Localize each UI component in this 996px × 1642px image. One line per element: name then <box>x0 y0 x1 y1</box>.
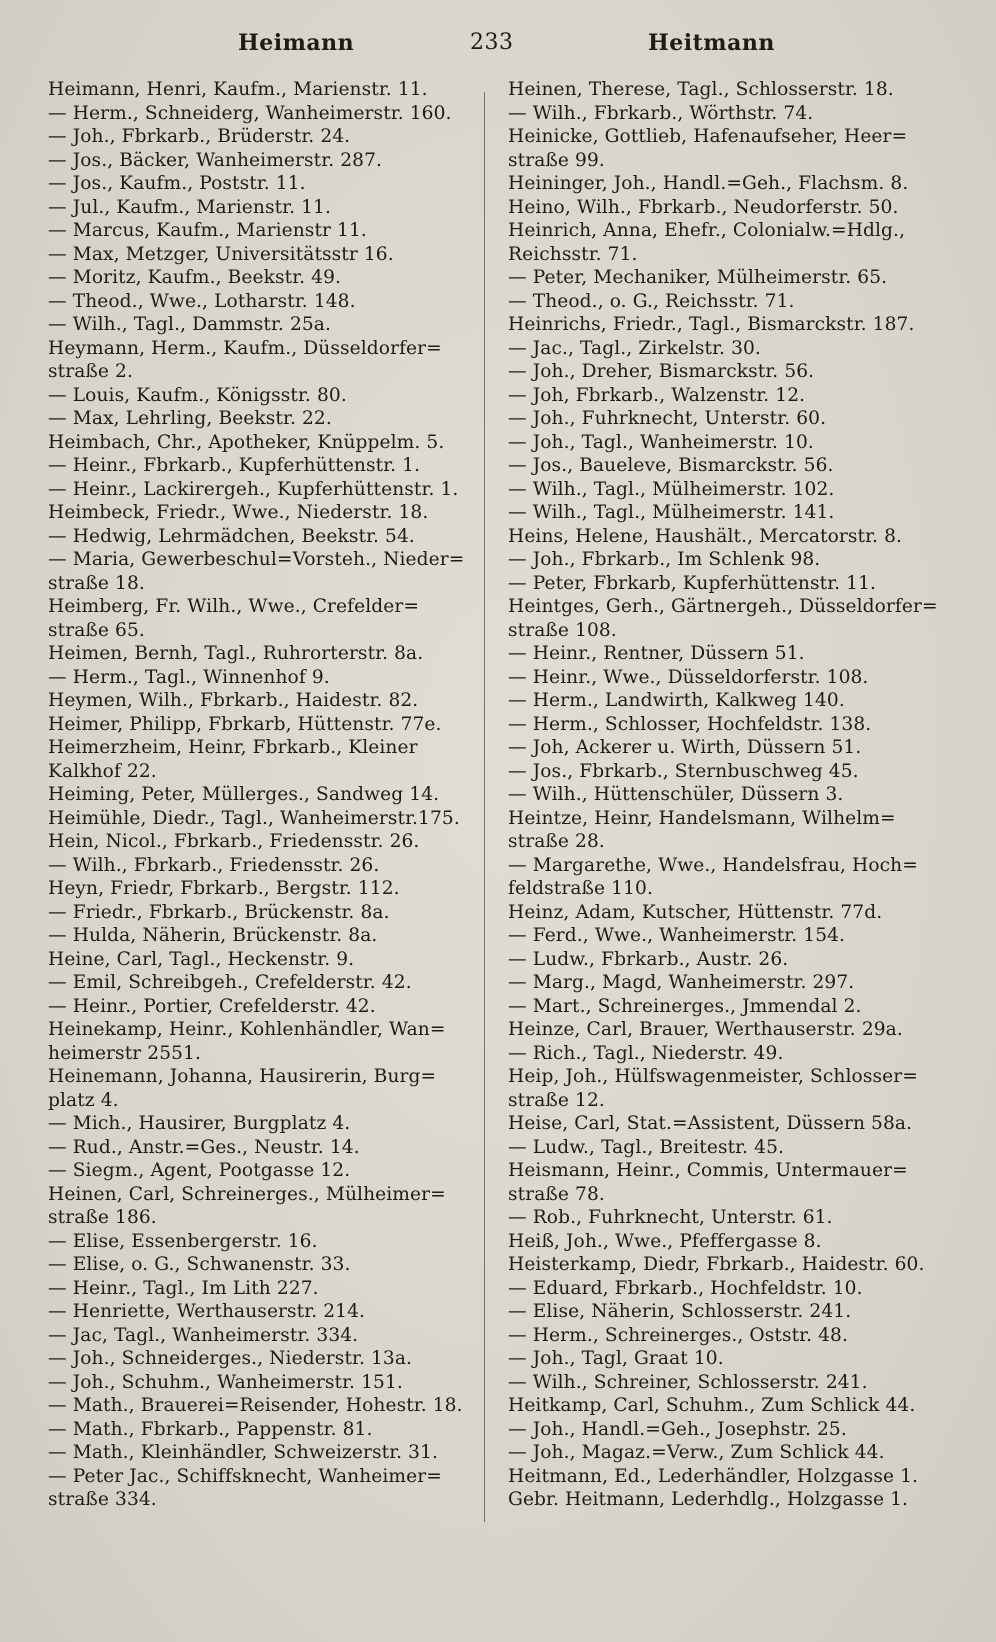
directory-entry-line: heimerstr 2551. <box>48 1042 201 1064</box>
directory-entry-line: Hein, Nicol., Fbrkarb., Friedensstr. 26. <box>48 831 420 852</box>
directory-entry-line: — Joh., Fbrkarb., Im Schlenk 98. <box>508 549 821 570</box>
directory-entry-line: — Jos., Baueleve, Bismarckstr. 56. <box>508 455 834 476</box>
directory-entry-line: straße 334. <box>48 1489 157 1510</box>
directory-entry-line: — Theod., o. G., Reichsstr. 71. <box>508 290 795 312</box>
directory-entry-line: — Rob., Fuhrknecht, Unterstr. 61. <box>508 1207 833 1228</box>
directory-entry-line: — Wilh., Schreiner, Schlosserstr. 241. <box>508 1371 868 1393</box>
directory-entry-line: Heymen, Wilh., Fbrkarb., Haidestr. 82. <box>48 690 419 711</box>
page-number: 233 <box>470 30 514 55</box>
directory-entry-line: — Joh., Handl.=Geh., Josephstr. 25. <box>508 1418 847 1440</box>
header-right-keyword: Heitmann <box>648 30 775 56</box>
directory-entry-line: Heinen, Carl, Schreinerges., Mülheimer= <box>48 1183 446 1205</box>
directory-entry-line: — Joh, Ackerer u. Wirth, Düssern 51. <box>508 737 862 758</box>
directory-entry-line: — Jac., Tagl., Zirkelstr. 30. <box>508 337 761 359</box>
directory-entry-line: Reichsstr. 71. <box>508 243 638 265</box>
directory-entry-line: — Wilh., Tagl., Mülheimerstr. 102. <box>508 478 835 500</box>
directory-entry-line: Heininger, Joh., Handl.=Geh., Flachsm. 8. <box>508 173 909 194</box>
directory-entry-line: straße 18. <box>48 572 145 594</box>
directory-entry-line: — Heinr., Tagl., Im Lith 227. <box>48 1277 319 1299</box>
directory-entry-line: — Max, Lehrling, Beekstr. 22. <box>48 408 332 429</box>
directory-entry-line: Heimer, Philipp, Fbrkarb, Hüttenstr. 77e. <box>48 713 442 735</box>
directory-entry-line: — Rich., Tagl., Niederstr. 49. <box>508 1042 784 1064</box>
directory-entry-line: — Elise, Essenbergerstr. 16. <box>48 1230 318 1252</box>
directory-entry-line: — Heinr., Lackirergeh., Kupferhüttenstr. 1. <box>48 478 459 500</box>
directory-entry-line: Heitkamp, Carl, Schuhm., Zum Schlick 44. <box>508 1395 916 1416</box>
directory-entry-line: — Wilh., Hüttenschüler, Düssern 3. <box>508 784 844 805</box>
directory-entry-line: Heine, Carl, Tagl., Heckenstr. 9. <box>48 948 355 970</box>
directory-entry-line: — Ludw., Tagl., Breitestr. 45. <box>508 1136 785 1158</box>
directory-entry-line: — Friedr., Fbrkarb., Brückenstr. 8a. <box>48 901 390 923</box>
directory-entry-line: Heip, Joh., Hülfswagenmeister, Schlosser= <box>508 1066 918 1087</box>
directory-entry-line: Heinicke, Gottlieb, Hafenaufseher, Heer= <box>508 126 908 147</box>
directory-entry-line: — Marg., Magd, Wanheimerstr. 297. <box>508 972 855 993</box>
directory-entry-line: straße 2. <box>48 361 133 382</box>
directory-entry-line: feldstraße 110. <box>508 878 653 899</box>
directory-entry-line: — Joh., Schneiderges., Niederstr. 13a. <box>48 1348 413 1369</box>
directory-entry-line: — Maria, Gewerbeschul=Vorsteh., Nieder= <box>48 549 465 570</box>
directory-entry-line: — Jos., Bäcker, Wanheimerstr. 287. <box>48 149 383 171</box>
directory-entry-line: — Ferd., Wwe., Wanheimerstr. 154. <box>508 925 846 946</box>
directory-entry-line: Heinemann, Johanna, Hausirerin, Burg= <box>48 1066 437 1087</box>
directory-entry-line: — Jos., Kaufm., Poststr. 11. <box>48 173 306 194</box>
directory-entry-line: — Joh., Magaz.=Verw., Zum Schlick 44. <box>508 1442 885 1463</box>
directory-entry-line: Heino, Wilh., Fbrkarb., Neudorferstr. 50. <box>508 196 899 218</box>
right-column <box>508 78 940 1512</box>
directory-entry-line: Heinz, Adam, Kutscher, Hüttenstr. 77d. <box>508 901 883 923</box>
directory-entry-line: — Joh., Fuhrknecht, Unterstr. 60. <box>508 408 827 429</box>
directory-entry-line: — Heinr., Rentner, Düssern 51. <box>508 643 805 664</box>
directory-entry-line: — Herm., Landwirth, Kalkweg 140. <box>508 690 845 711</box>
directory-entry-line: Heismann, Heinr., Commis, Untermauer= <box>508 1160 908 1181</box>
directory-entry-line: Gebr. Heitmann, Lederhdlg., Holzgasse 1. <box>508 1489 909 1510</box>
directory-entry-line: — Margarethe, Wwe., Handelsfrau, Hoch= <box>508 854 918 876</box>
directory-entry-line: — Rud., Anstr.=Ges., Neustr. 14. <box>48 1136 360 1158</box>
directory-entry-line: — Jac, Tagl., Wanheimerstr. 334. <box>48 1324 359 1346</box>
directory-entry-line: Heinen, Therese, Tagl., Schlosserstr. 18. <box>508 79 894 100</box>
directory-entry-line: — Herm., Schreinerges., Oststr. 48. <box>508 1324 848 1346</box>
directory-entry-line: — Mart., Schreinerges., Jmmendal 2. <box>508 995 862 1017</box>
directory-entry-line: straße 78. <box>508 1183 605 1205</box>
directory-entry-line: Heitmann, Ed., Lederhändler, Holzgasse 1. <box>508 1465 919 1487</box>
directory-entry-line: — Herm., Schneiderg, Wanheimerstr. 160. <box>48 102 452 124</box>
directory-entry-line: — Heinr., Wwe., Düsseldorferstr. 108. <box>508 666 869 688</box>
directory-entry-line: straße 65. <box>48 619 145 641</box>
directory-entry-line: — Math., Brauerei=Reisender, Hohestr. 18. <box>48 1395 463 1416</box>
directory-entry-line: straße 99. <box>508 149 605 171</box>
directory-entry-line: — Herm., Schlosser, Hochfeldstr. 138. <box>508 713 872 735</box>
directory-entry-line: Heintges, Gerh., Gärtnergeh., Düsseldorfer= <box>508 596 938 617</box>
directory-entry-line: straße 186. <box>48 1207 157 1228</box>
column-divider <box>484 92 485 1522</box>
directory-entry-line: — Joh., Tagl., Wanheimerstr. 10. <box>508 431 814 453</box>
directory-entry-line: — Jul., Kaufm., Marienstr. 11. <box>48 196 331 218</box>
directory-entry-line: — Elise, o. G., Schwanenstr. 33. <box>48 1254 351 1275</box>
directory-entry-line: — Jos., Fbrkarb., Sternbuschweg 45. <box>508 760 859 782</box>
directory-entry-line: straße 108. <box>508 619 617 641</box>
directory-entry-line: — Joh., Schuhm., Wanheimerstr. 151. <box>48 1371 403 1393</box>
directory-entry-line: — Wilh., Tagl., Dammstr. 25a. <box>48 314 332 335</box>
directory-entry-line: straße 12. <box>508 1089 605 1111</box>
directory-entry-line: platz 4. <box>48 1089 119 1111</box>
directory-entry-line: — Eduard, Fbrkarb., Hochfeldstr. 10. <box>508 1277 863 1299</box>
directory-entry-line: — Math., Kleinhändler, Schweizerstr. 31. <box>48 1442 439 1463</box>
directory-entry-line: Kalkhof 22. <box>48 760 157 782</box>
directory-entry-line: Heintze, Heinr, Handelsmann, Wilhelm= <box>508 807 896 829</box>
directory-entry-line: Heinze, Carl, Brauer, Werthauserstr. 29a. <box>508 1019 903 1040</box>
directory-entry-line: Heisterkamp, Diedr, Fbrkarb., Haidestr. 60. <box>508 1254 925 1275</box>
directory-entry-line: Heinekamp, Heinr., Kohlenhändler, Wan= <box>48 1019 446 1040</box>
directory-entry-line: — Hedwig, Lehrmädchen, Beekstr. 54. <box>48 525 415 547</box>
directory-entry-line: — Wilh., Fbrkarb., Friedensstr. 26. <box>48 854 380 876</box>
directory-entry-line: — Heinr., Fbrkarb., Kupferhüttenstr. 1. <box>48 455 421 476</box>
directory-entry-line: — Peter, Mechaniker, Mülheimerstr. 65. <box>508 267 888 288</box>
directory-entry-line: — Wilh., Tagl., Mülheimerstr. 141. <box>508 502 835 523</box>
directory-entry-line: Heiming, Peter, Müllerges., Sandweg 14. <box>48 784 440 805</box>
directory-entry-line: Heyn, Friedr, Fbrkarb., Bergstr. 112. <box>48 878 400 899</box>
directory-entry-line: — Hulda, Näherin, Brückenstr. 8a. <box>48 925 378 946</box>
directory-entry-line: straße 28. <box>508 831 605 852</box>
directory-entry-line: Heins, Helene, Haushält., Mercatorstr. 8. <box>508 525 903 547</box>
directory-entry-line: Heise, Carl, Stat.=Assistent, Düssern 58a. <box>508 1113 913 1134</box>
directory-entry-line: — Ludw., Fbrkarb., Austr. 26. <box>508 948 789 970</box>
directory-entry-line: — Siegm., Agent, Pootgasse 12. <box>48 1160 351 1181</box>
directory-entry-line: Heimen, Bernh, Tagl., Ruhrorterstr. 8a. <box>48 643 424 664</box>
directory-entry-line: Heimerzheim, Heinr, Fbrkarb., Kleiner <box>48 737 418 758</box>
directory-entry-line: — Max, Metzger, Universitätsstr 16. <box>48 243 394 265</box>
directory-entry-line: Heimühle, Diedr., Tagl., Wanheimerstr.175. <box>48 807 460 829</box>
directory-entry-line: — Louis, Kaufm., Königsstr. 80. <box>48 384 347 406</box>
directory-entry-line: Heinrichs, Friedr., Tagl., Bismarckstr. 187. <box>508 314 915 335</box>
directory-entry-line: Heimberg, Fr. Wilh., Wwe., Crefelder= <box>48 596 420 617</box>
directory-entry-line: — Peter Jac., Schiffsknecht, Wanheimer= <box>48 1465 442 1487</box>
directory-entry-line: — Marcus, Kaufm., Marienstr 11. <box>48 220 367 241</box>
directory-entry-line: — Heinr., Portier, Crefelderstr. 42. <box>48 995 376 1017</box>
directory-entry-line: Heimbach, Chr., Apotheker, Knüppelm. 5. <box>48 431 445 453</box>
directory-entry-line: — Peter, Fbrkarb, Kupferhüttenstr. 11. <box>508 572 877 594</box>
directory-entry-line: — Henriette, Werthauserstr. 214. <box>48 1301 366 1322</box>
directory-entry-line: — Joh., Fbrkarb., Brüderstr. 24. <box>48 126 351 147</box>
header-left-keyword: Heimann <box>238 30 355 56</box>
page-header <box>0 30 996 64</box>
directory-entry-line: — Joh, Fbrkarb., Walzenstr. 12. <box>508 384 806 406</box>
directory-entry-line: — Joh., Dreher, Bismarckstr. 56. <box>508 361 815 382</box>
directory-entry-line: Heimann, Henri, Kaufm., Marienstr. 11. <box>48 79 428 100</box>
directory-entry-line: — Moritz, Kaufm., Beekstr. 49. <box>48 267 342 288</box>
directory-entry-line: Heiß, Joh., Wwe., Pfeffergasse 8. <box>508 1230 822 1252</box>
directory-entry-line: — Math., Fbrkarb., Pappenstr. 81. <box>48 1418 373 1440</box>
left-column <box>48 78 480 1512</box>
directory-entry-line: Heymann, Herm., Kaufm., Düsseldorfer= <box>48 337 442 359</box>
directory-entry-line: — Herm., Tagl., Winnenhof 9. <box>48 666 330 688</box>
directory-entry-line: Heinrich, Anna, Ehefr., Colonialw.=Hdlg., <box>508 220 906 241</box>
directory-entry-line: — Theod., Wwe., Lotharstr. 148. <box>48 290 356 312</box>
directory-entry-line: — Elise, Näherin, Schlosserstr. 241. <box>508 1301 852 1322</box>
directory-entry-line: — Emil, Schreibgeh., Crefelderstr. 42. <box>48 972 412 993</box>
directory-entry-line: — Mich., Hausirer, Burgplatz 4. <box>48 1113 351 1134</box>
directory-entry-line: — Joh., Tagl, Graat 10. <box>508 1348 724 1369</box>
directory-entry-line: — Wilh., Fbrkarb., Wörthstr. 74. <box>508 102 814 124</box>
directory-entry-line: Heimbeck, Friedr., Wwe., Niederstr. 18. <box>48 502 429 523</box>
